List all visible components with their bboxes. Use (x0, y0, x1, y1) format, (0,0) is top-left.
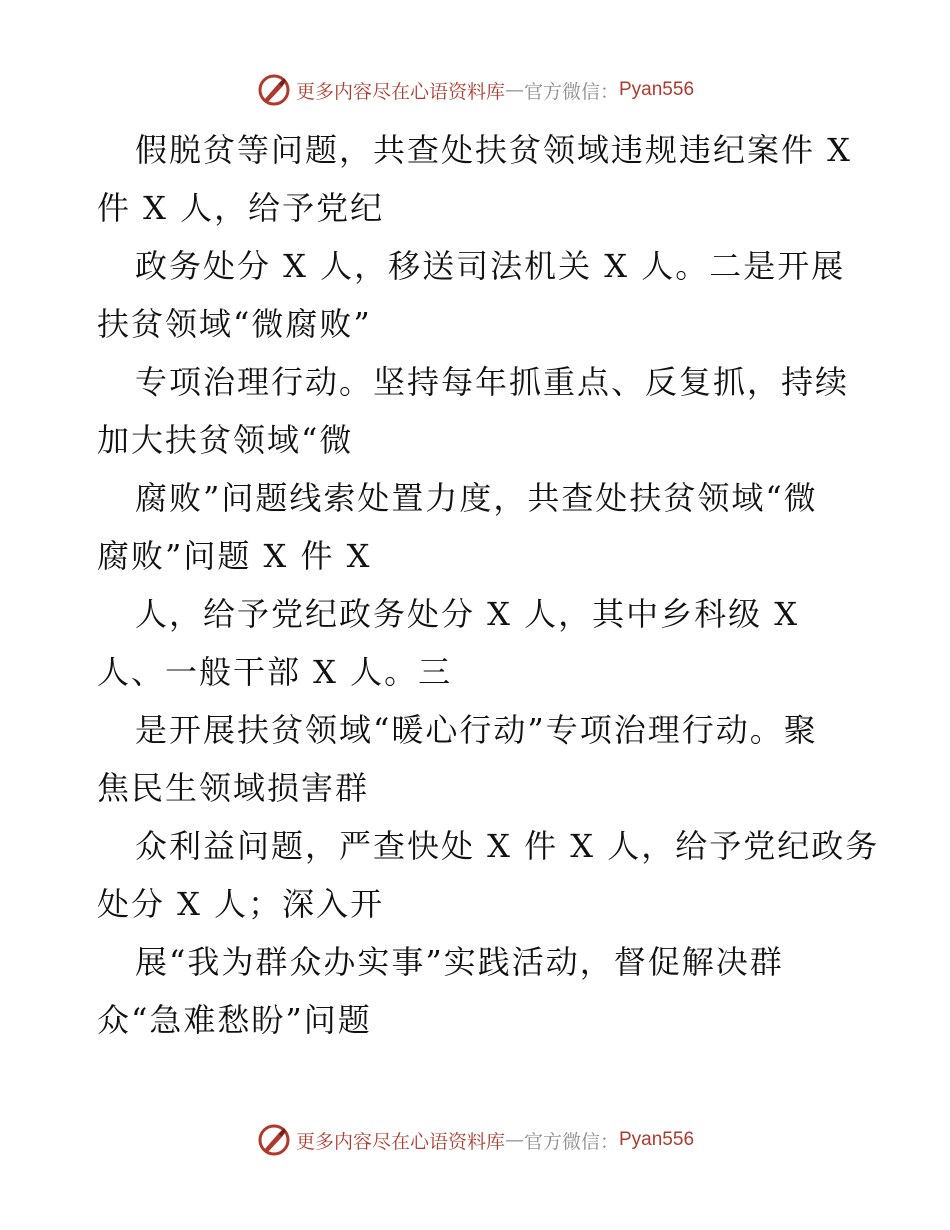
text-line: 腐败”问题 X 件 X (97, 537, 372, 575)
text-line: 焦民生领域损害群 (97, 769, 370, 807)
footer-watermark (0, 1120, 950, 1160)
pen-logo-icon (256, 1122, 292, 1158)
watermark-site-text: 更多内容尽在心语资料库 (295, 1130, 505, 1153)
watermark-site-text: 更多内容尽在心语资料库 (295, 80, 505, 103)
text-line: 展“我为群众办实事”实践活动，督促解决群 (135, 943, 784, 981)
header-watermark (0, 70, 950, 110)
watermark-label: 官方微信： (523, 80, 619, 103)
text-line: 专项治理行动。坚持每年抓重点、反复抓，持续 (135, 363, 850, 401)
text-line: 众“急难愁盼”问题 (97, 1001, 372, 1039)
text-line: 众利益问题，严查快处 X 件 X 人，给予党纪政务 (135, 827, 880, 865)
text-line: 人、一般干部 X 人。三 (97, 653, 453, 691)
watermark-wechat-id: Pyan556 (619, 1129, 695, 1150)
text-line: 扶贫领域“微腐败” (97, 305, 372, 343)
watermark-wechat-id: Pyan556 (619, 79, 695, 100)
watermark-label: 官方微信： (523, 1130, 619, 1153)
pen-logo-icon (256, 72, 292, 108)
watermark-separator: — (504, 1129, 524, 1151)
text-line: 是开展扶贫领域“暖心行动”专项治理行动。聚 (135, 711, 818, 749)
text-line: 加大扶贫领域“微 (97, 421, 354, 459)
text-line: 人，给予党纪政务处分 X 人，其中乡科级 X (135, 595, 800, 633)
watermark-separator: — (504, 79, 524, 101)
text-line: 假脱贫等问题，共查处扶贫领域违规违纪案件 X (135, 131, 852, 169)
text-line: 腐败”问题线索处置力度，共查处扶贫领域“微 (135, 479, 818, 517)
text-line: 政务处分 X 人，移送司法机关 X 人。二是开展 (135, 247, 846, 285)
text-line: 件 X 人，给予党纪 (97, 189, 385, 227)
text-line: 处分 X 人；深入开 (97, 885, 385, 923)
